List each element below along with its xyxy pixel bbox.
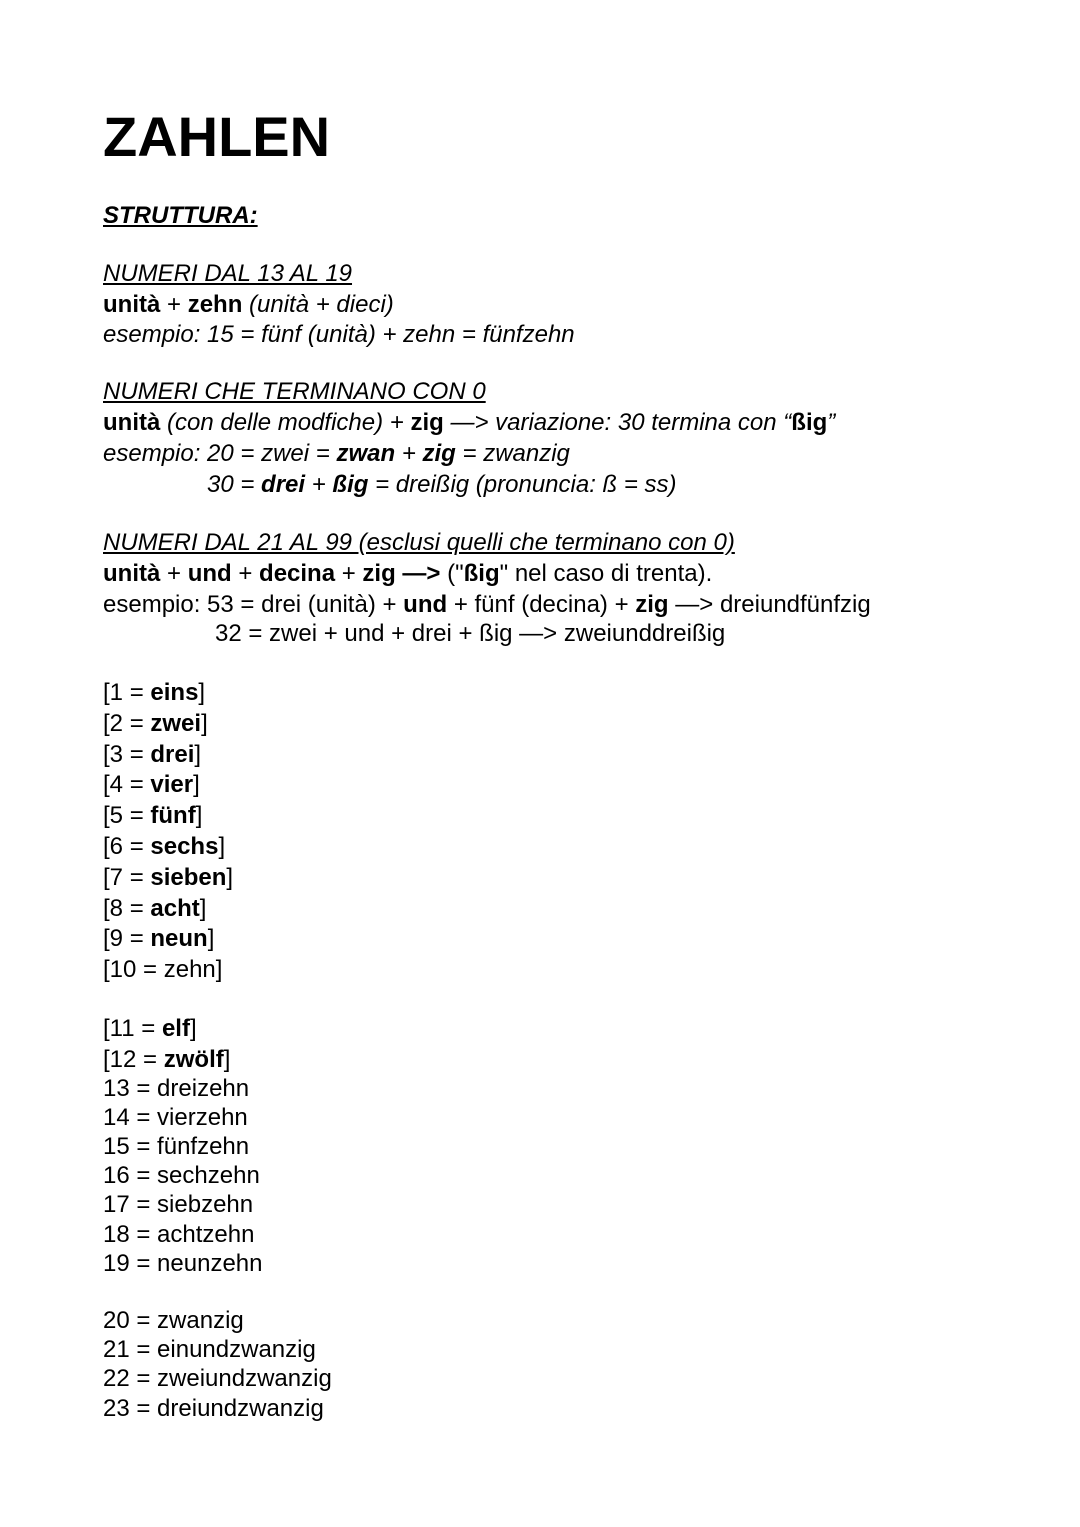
number-entry: [12 = zwölf]	[103, 1045, 231, 1073]
section-13-19-rule: unità + zehn (unità + dieci)	[103, 291, 394, 318]
number-entry: [1 = eins]	[103, 679, 206, 706]
section-13-19-heading: NUMERI DAL 13 AL 19	[103, 260, 353, 287]
number-entry: [6 = sechs]	[103, 833, 226, 860]
page-title: ZAHLEN	[103, 105, 331, 168]
number-entry: 19 = neunzehn	[103, 1249, 263, 1277]
number-entry: 22 = zweiundzwanzig	[103, 1365, 332, 1393]
number-entry: 13 = dreizehn	[103, 1075, 250, 1102]
section-21-99-rule: unità + und + decina + zig —> ("ßig" nel caso di trenta).	[103, 560, 713, 587]
number-entry: 21 = einundzwanzig	[103, 1336, 316, 1364]
number-entry: [3 = drei]	[103, 740, 202, 768]
structure-heading: STRUTTURA:	[103, 202, 258, 229]
number-entry: 17 = siebzehn	[103, 1191, 254, 1219]
section-21-99-example-2: 32 = zwei + und + drei + ßig —> zweiunddreißig	[215, 620, 726, 647]
section-13-19-example: esempio: 15 = fünf (unità) + zehn = fünfzehn	[103, 321, 575, 348]
number-entry: 16 = sechzehn	[103, 1162, 260, 1190]
number-entry: [11 = elf]	[103, 1015, 197, 1042]
number-entry: [8 = acht]	[103, 894, 207, 922]
section-21-99-example-1: esempio: 53 = drei (unità) + und + fünf (decina) + zig —> dreiundfünfzig	[103, 591, 871, 618]
number-entry: [7 = sieben]	[103, 863, 234, 891]
number-entry: 20 = zwanzig	[103, 1307, 244, 1334]
number-entry: [2 = zwei]	[103, 709, 208, 737]
number-entry: [10 = zehn]	[103, 956, 223, 984]
number-entry: 23 = dreiundzwanzig	[103, 1394, 324, 1422]
section-21-99-heading: NUMERI DAL 21 AL 99 (esclusi quelli che terminano con 0)	[103, 529, 735, 556]
number-entry: 14 = vierzehn	[103, 1104, 248, 1132]
number-entry: [5 = fünf]	[103, 802, 203, 830]
section-ending-0-example-1: esempio: 20 = zwei = zwan + zig = zwanzig	[103, 440, 570, 467]
number-entry: 18 = achtzehn	[103, 1220, 255, 1248]
number-entry: [9 = neun]	[103, 925, 215, 953]
section-ending-0-heading: NUMERI CHE TERMINANO CON 0	[103, 378, 486, 405]
number-entry: [4 = vier]	[103, 771, 200, 799]
number-entry: 15 = fünfzehn	[103, 1133, 250, 1161]
section-ending-0-example-2: 30 = drei + ßig = dreißig (pronuncia: ß = ss)	[207, 471, 677, 498]
section-ending-0-rule: unità (con delle modfiche) + zig —> variazione: 30 termina con “ßig”	[103, 409, 836, 436]
